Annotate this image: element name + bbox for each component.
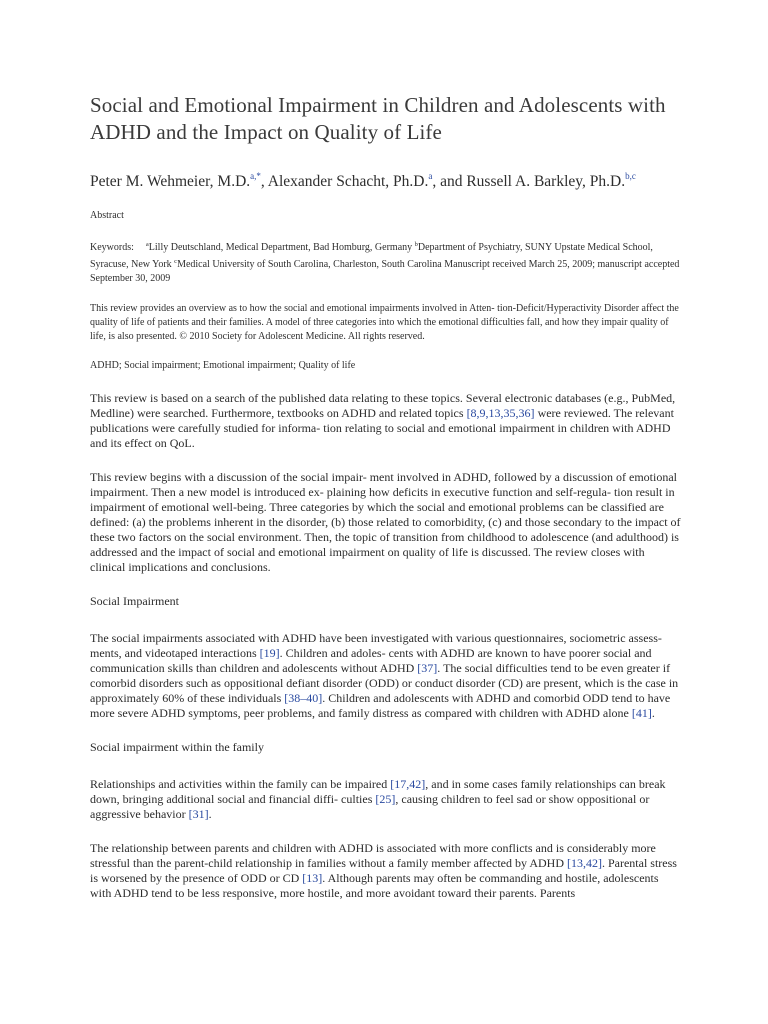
citation-link[interactable]: [37] xyxy=(417,661,438,675)
paragraph-3-text-d: . Children and adolescents with ADHD and comorbid ODD tend to have more severe ADHD symptoms, peer problems, and family distress as compared with children with ADHD alone xyxy=(90,691,671,720)
paragraph-4-text-b: , and in some cases family relationships can break down, bringing additional social and financial diffi- culties xyxy=(90,777,666,806)
section-heading-social-impairment: Social Impairment xyxy=(90,594,179,608)
paragraph-4-text-c: , causing children to feel sad or show oppositional or aggressive behavior xyxy=(90,792,650,821)
paragraph-4-text-d: . xyxy=(208,807,212,821)
paragraph-4-text-a: Relationships and activities within the family can be impaired xyxy=(90,777,391,791)
citation-link[interactable]: [13] xyxy=(302,871,323,885)
paragraph-1-text-a: This review is based on a search of the published data relating to these topics. Several electronic databases (e.g., PubMed, Medline) were searched. Furthermore, textbooks on ADHD and related topics xyxy=(90,391,676,420)
citation-link[interactable]: [8,9,13,35,36] xyxy=(466,406,535,420)
author-2: , Alexander Schacht, Ph.D. xyxy=(260,173,429,190)
article-title: Social and Emotional Impairment in Children and Adolescents with ADHD and the Impact on Quality of Life xyxy=(90,93,666,144)
citation-link[interactable]: [17,42] xyxy=(390,777,426,791)
affiliation-b-marker: b xyxy=(414,241,418,248)
keywords-label: Keywords: xyxy=(90,242,134,253)
paragraph-2: This review begins with a discussion of the social impair- ment involved in ADHD, followed by a discussion of emotional impairment. Then a new model is introduced ex- plaining how deficits in executive function and self-regula- tion result in impairment of emotional well-being. Three categories by which the social and emotional problems can be classified are defined: (a) the problems inherent in the disorder, (b) those related to comorbidity, (c) and those secondary to the impact of these two factors on the social environment. Then, the topic of transition from childhood to adolescence (and adulthood) is addressed and the impact of social and emotional impairment on quality of life is discussed. The review closes with clinical implications and conclusions. xyxy=(90,470,681,574)
keywords-affiliations xyxy=(90,238,682,286)
keywords-list: ADHD; Social impairment; Emotional impairment; Quality of life xyxy=(90,360,356,371)
affiliation-a-marker: a xyxy=(145,241,149,248)
author-1: Peter M. Wehmeier, M.D. xyxy=(90,173,251,190)
citation-link[interactable]: [38–40] xyxy=(284,691,323,705)
paragraph-1-text-b: were reviewed. The relevant publications were carefully studied for informa- tion relating to social and emotional impairment in children with ADHD and its effect on QoL. xyxy=(90,406,674,450)
abstract-label: Abstract xyxy=(90,210,124,221)
paragraph-3 xyxy=(90,631,682,721)
section-heading-family: Social impairment within the family xyxy=(90,740,264,754)
paragraph-3-text-c: . The social difficulties tend to be even greater if comorbid disorders such as oppositional defiant disorder (ODD) or conduct disorder (CD) are present, which is the case in approximately 60% of these individuals xyxy=(90,661,679,705)
document-page xyxy=(90,92,682,920)
author-2-affiliation[interactable]: a xyxy=(428,171,433,181)
affiliation-c: Medical University of South Carolina, Charleston, South Carolina Manuscript received March 25, 2009; manuscript accepted September 30, 2009 xyxy=(90,259,680,284)
citation-link[interactable]: [13,42] xyxy=(566,856,602,870)
author-3-affiliation[interactable]: b,c xyxy=(625,171,636,181)
citation-link[interactable]: [31] xyxy=(188,807,209,821)
paragraph-5-text-c: . Although parents may often be commanding and hostile, adolescents with ADHD tend to be less responsive, more hostile, and more avoidant toward their parents. Parents xyxy=(90,871,659,900)
abstract-text: This review provides an overview as to how the social and emotional impairments involved in Atten- tion-Deficit/Hyperactivity Disorder affect the quality of life of patients and their families. A model of three categories into which the emotional difficulties fall, and how they impair quality of life, is also presented. © 2010 Society for Adolescent Medicine. All rights reserved. xyxy=(90,303,679,342)
affiliation-c-marker: c xyxy=(174,258,178,265)
author-line xyxy=(90,166,682,192)
paragraph-4 xyxy=(90,777,682,822)
citation-link[interactable]: [41] xyxy=(631,706,652,720)
citation-link[interactable]: [25] xyxy=(375,792,396,806)
paragraph-5-text-b: . Parental stress is worsened by the presence of ODD or CD xyxy=(90,856,677,885)
affiliation-b: Department of Psychiatry, SUNY Upstate Medical School, Syracuse, New York xyxy=(90,242,653,270)
paragraph-5-text-a: The relationship between parents and children with ADHD is associated with more conflicts and is considerably more stressful than the parent-child relationship in families without a family member affected by ADHD xyxy=(90,841,656,870)
citation-link[interactable]: [19] xyxy=(259,646,280,660)
paragraph-3-text-a: The social impairments associated with ADHD have been investigated with various questionnaires, sociometric assess- ments, and videotaped interactions xyxy=(90,631,662,660)
author-1-affiliation[interactable]: a,* xyxy=(250,171,261,181)
paragraph-1 xyxy=(90,391,682,451)
paragraph-3-text-e: . xyxy=(651,706,655,720)
paragraph-3-text-b: . Children and adoles- cents with ADHD are known to have poorer social and communication skills than children and adolescents without ADHD xyxy=(90,646,652,675)
paragraph-5 xyxy=(90,841,682,901)
author-3: , and Russell A. Barkley, Ph.D. xyxy=(432,173,626,190)
affiliation-a: Lilly Deutschland, Medical Department, Bad Homburg, Germany xyxy=(148,242,415,253)
